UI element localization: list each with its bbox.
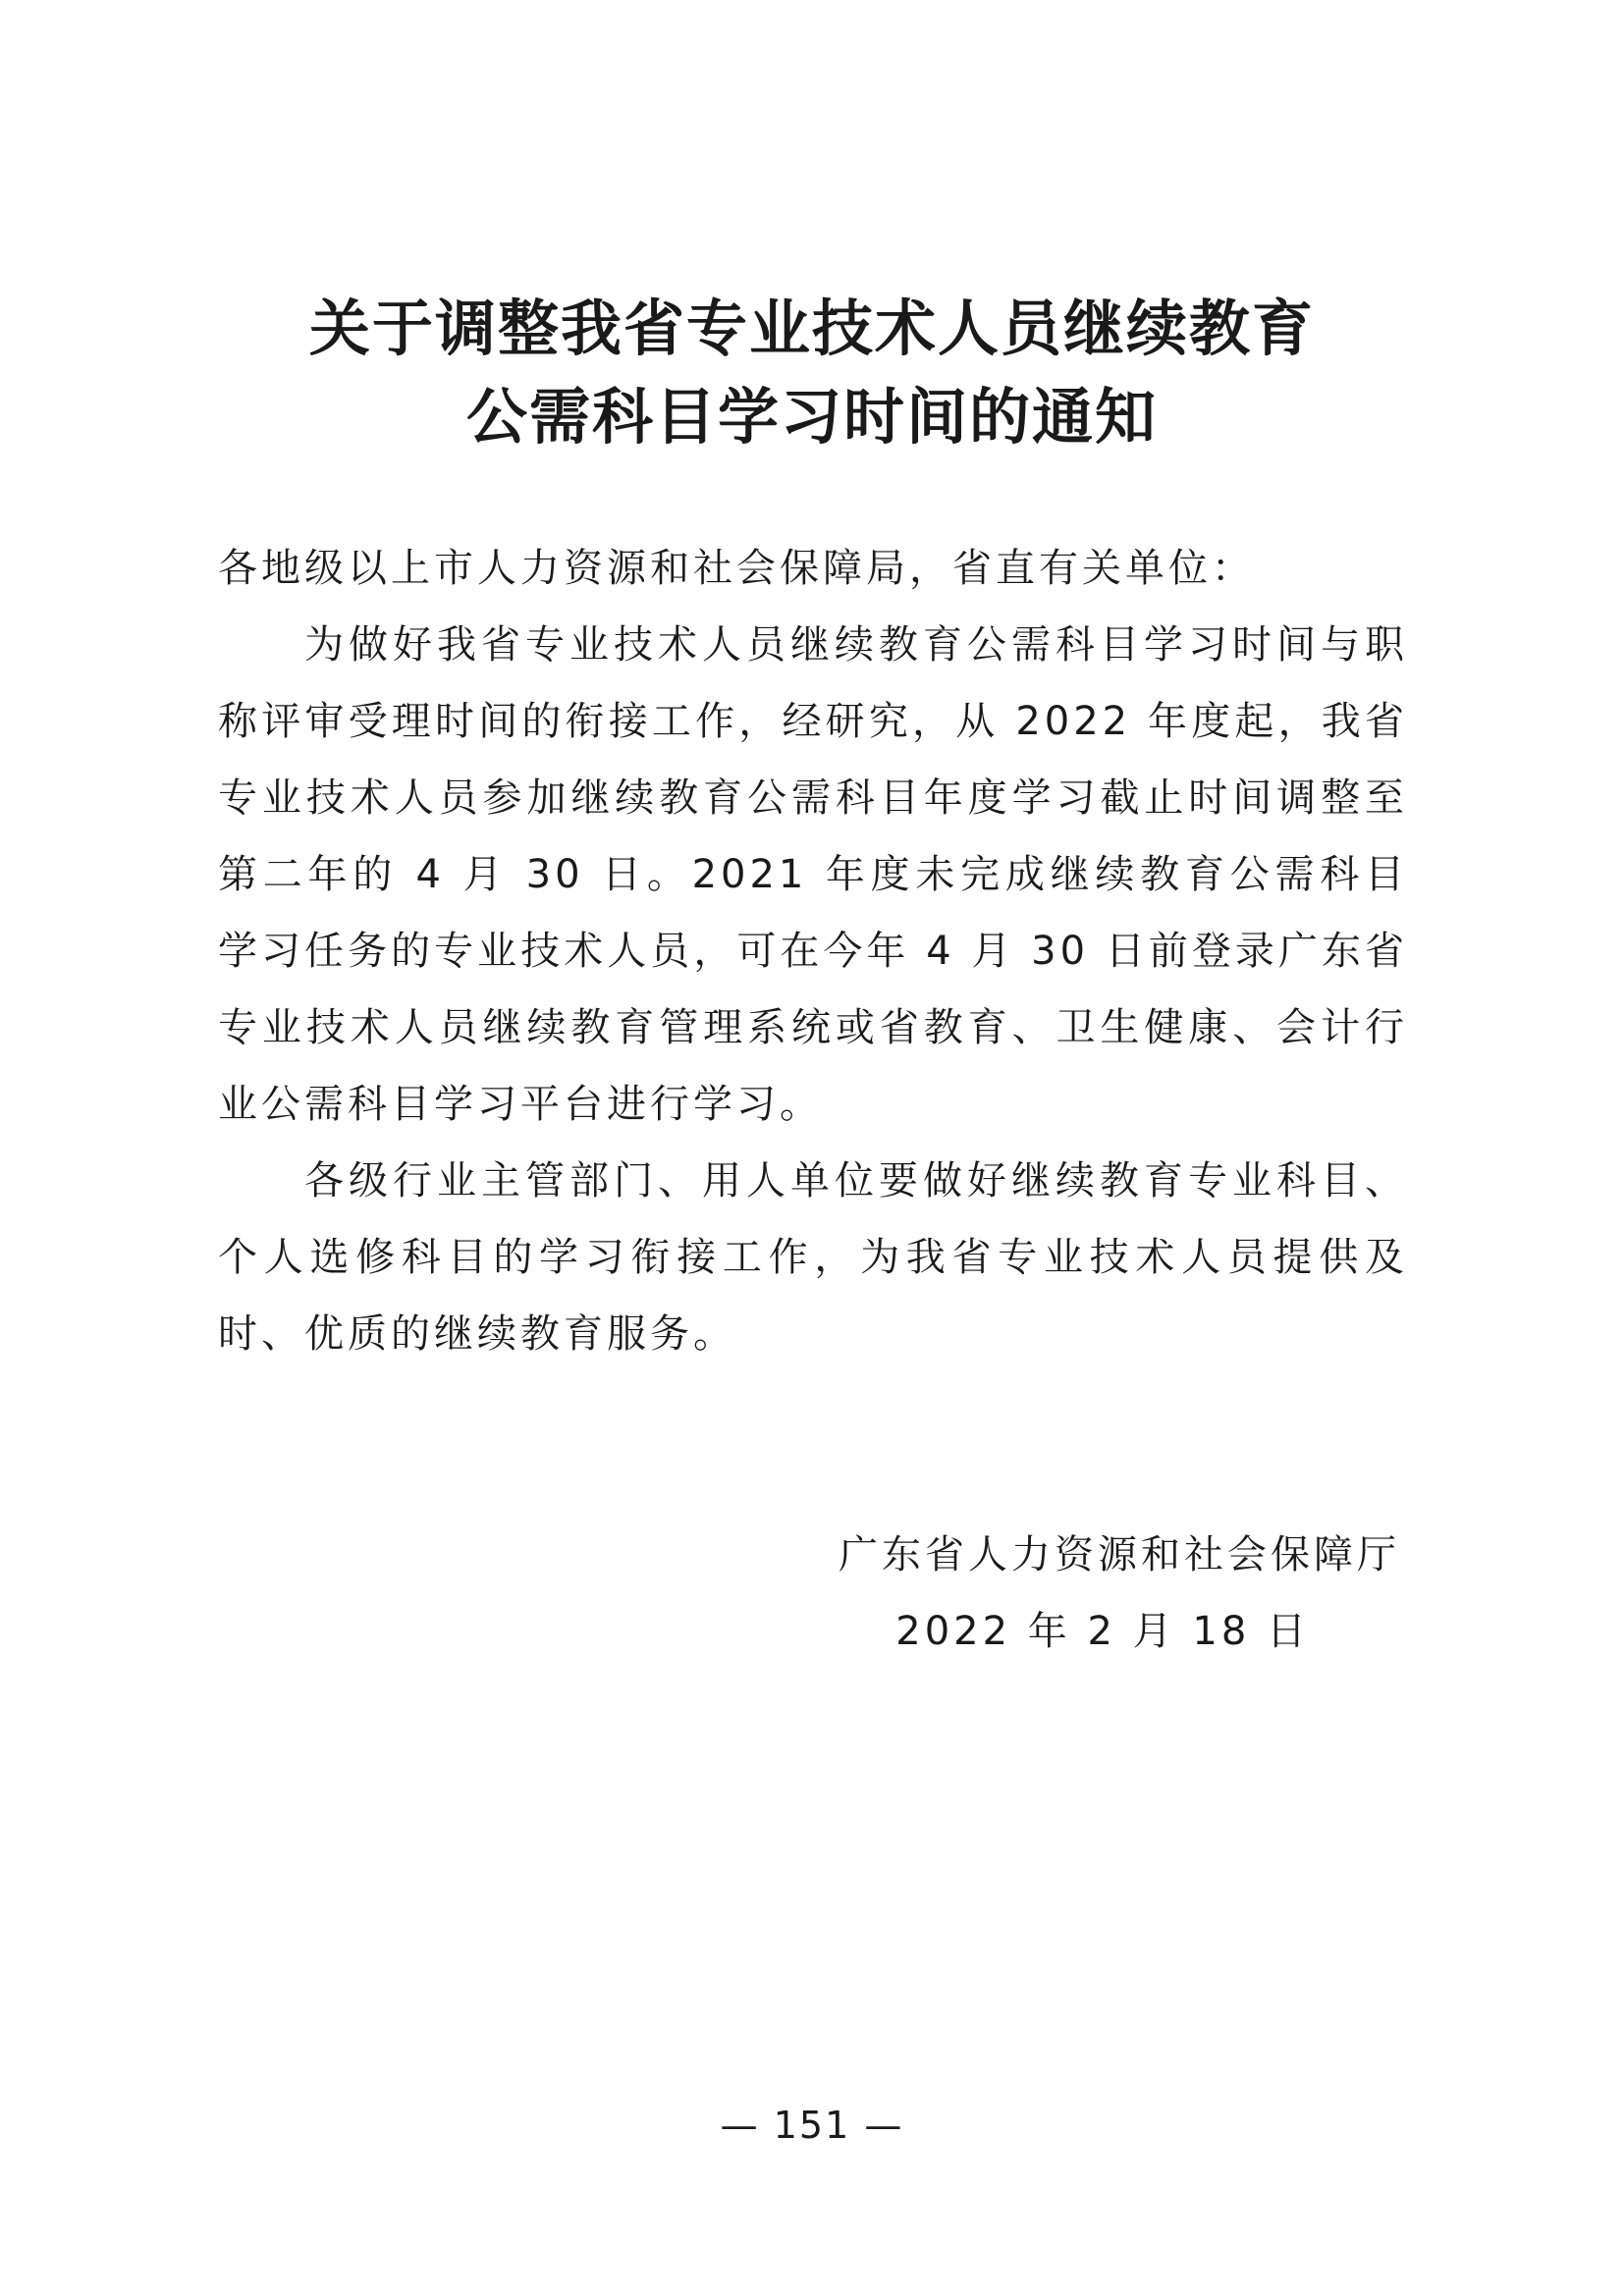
document-title (0, 285, 1624, 461)
page-number: — 151 — (720, 2104, 904, 2147)
issuer-name: 广东省人力资源和社会保障厅 (839, 1532, 1400, 1577)
document-body (218, 530, 1408, 1372)
title-line-2: 公需科目学习时间的通知 (465, 381, 1158, 453)
paragraph-1: 为做好我省专业技术人员继续教育公需科目学习时间与职称评审受理时间的衔接工作，经研究，从 2022 年度起，我省专业技术人员参加继续教育公需科目年度学习截止时间调整至第二年的 4 月 30 日。2021 年度未完成继续教育公需科目学习任务的专业技术人员，可在今年 4 月 30 日前登录广东省专业技术人员继续教育管理系统或省教育、卫生健康、会计行业公需科目学习平台进行学习。 (218, 622, 1408, 1127)
signature-block (839, 1517, 1400, 1670)
paragraph-2: 各级行业主管部门、用人单位要做好继续教育专业科目、个人选修科目的学习衔接工作，为我省专业技术人员提供及时、优质的继续教育服务。 (218, 1158, 1408, 1357)
title-line-1: 关于调整我省专业技术人员继续教育 (308, 293, 1315, 364)
salutation: 各地级以上市人力资源和社会保障局，省直有关单位： (218, 546, 1255, 591)
issue-date: 2022 年 2 月 18 日 (895, 1609, 1310, 1654)
